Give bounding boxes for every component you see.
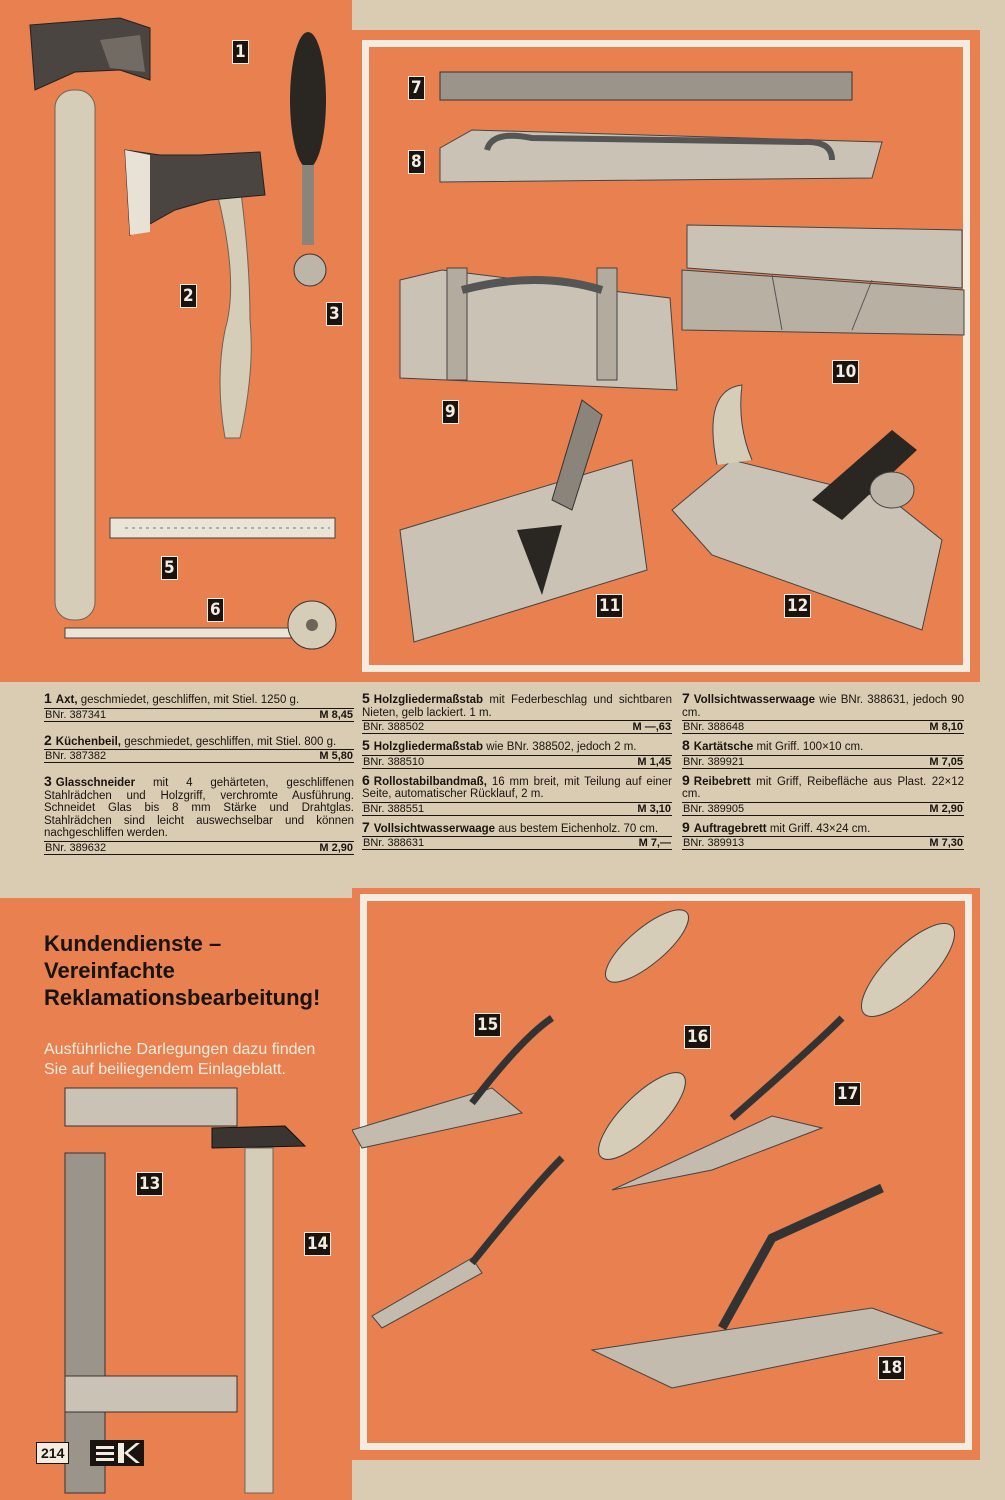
item-number: 5 — [362, 737, 370, 753]
item-description: aus bestem Eichenholz. 70 cm. — [498, 822, 659, 835]
item-badge-15: 15 — [474, 1013, 501, 1037]
listing-item — [362, 692, 672, 734]
tape-measure-image — [65, 601, 336, 649]
logo-mark-icon — [90, 1440, 144, 1466]
listing-item — [362, 771, 673, 816]
listing-column-2 — [362, 692, 672, 855]
listing-item — [362, 739, 672, 769]
service-text: Ausführliche Darlegungen dazu finden Sie auf beiliegendem Einlageblatt. — [44, 1041, 316, 1078]
miter-box-image — [682, 225, 964, 335]
price: M 5,80 — [319, 750, 353, 762]
item-description: mit 4 gehärteten, geschliffenen Stahlrädchen und Holzgriff, verchromte Ausführung. Schneidet Glas bis 8 mm Stärke und Drahtglas. Stahlrädchen sind leicht auswechselbar und können nachgeschliffen werden. — [44, 777, 354, 839]
price: M 2,90 — [929, 802, 963, 815]
item-name: Axt, — [55, 694, 78, 706]
order-number: BNr. 387341 — [45, 708, 107, 721]
listing-item — [44, 731, 354, 764]
panel-trowels — [352, 888, 980, 1460]
spirit-level-image — [440, 72, 852, 100]
float-board-image — [400, 268, 677, 390]
price: M 1,45 — [637, 755, 671, 768]
item-name: Vollsichtwasserwaage — [373, 822, 496, 835]
listing-item — [682, 739, 964, 769]
item-badge-1: 1 — [232, 40, 249, 64]
item-badge-7: 7 — [408, 76, 425, 100]
item-number: 9 — [682, 771, 690, 788]
item-name: Küchenbeil, — [55, 735, 121, 748]
listing-item — [44, 692, 354, 722]
order-number: BNr. 389632 — [45, 841, 107, 854]
item-badge-6: 6 — [207, 598, 224, 622]
listing-column-3 — [682, 692, 964, 855]
item-number: 7 — [682, 690, 690, 706]
page-number: 214 — [36, 1442, 69, 1464]
item-badge-8: 8 — [408, 150, 425, 174]
item-badge-12: 12 — [784, 594, 811, 618]
item-badge-11: 11 — [596, 594, 623, 618]
listing-item — [682, 818, 964, 851]
item-name: Glasschneider — [55, 777, 136, 789]
price: M 8,10 — [929, 721, 963, 733]
item-badge-10: 10 — [832, 360, 859, 384]
item-name: Rollostabilbandmaß, — [373, 775, 487, 788]
item-badge-18: 18 — [878, 1356, 905, 1380]
order-number: BNr. 388502 — [363, 721, 425, 733]
item-name: Auftragebrett — [693, 822, 767, 835]
listing-item — [682, 692, 964, 734]
item-badge-14: 14 — [304, 1232, 331, 1256]
order-number: BNr. 389921 — [683, 755, 745, 768]
item-badge-13: 13 — [136, 1172, 163, 1196]
item-number: 1 — [44, 690, 52, 706]
item-description: mit Griff. 100×10 cm. — [756, 741, 864, 753]
order-number: BNr. 387382 — [45, 750, 107, 762]
item-badge-2: 2 — [180, 284, 197, 308]
screed-board-image — [440, 130, 882, 182]
item-number: 8 — [682, 737, 690, 753]
price: M 7,30 — [929, 837, 963, 849]
order-number: BNr. 388510 — [363, 755, 425, 768]
panel-levels-planes — [352, 30, 980, 682]
item-description: mit Griff, Reibefläche aus Plast. 22×12 cm. — [682, 775, 964, 800]
item-description: mit Federbeschlag und sichtbaren Nieten, gelb lackiert. 1 m. — [362, 694, 672, 719]
order-number: BNr. 389913 — [683, 837, 745, 849]
item-description: wie BNr. 388502, jedoch 2 m. — [486, 741, 637, 753]
price: M 2,90 — [319, 841, 353, 854]
price: M 7,— — [638, 837, 671, 849]
item-name: Vollsichtwasserwaage — [693, 694, 816, 706]
item-badge-16: 16 — [684, 1025, 711, 1049]
item-name: Holzgliedermaßstab — [373, 694, 484, 706]
item-badge-3: 3 — [326, 302, 343, 326]
order-number: BNr. 389905 — [683, 802, 745, 815]
hammer-image — [212, 1126, 305, 1493]
item-number: 6 — [362, 771, 370, 788]
glass-cutter-image — [290, 32, 326, 286]
price: M 7,05 — [929, 755, 963, 768]
listing-item — [44, 775, 354, 855]
item-number: 7 — [362, 818, 370, 835]
item-badge-9: 9 — [442, 400, 459, 424]
service-title: Kundendienste – Vereinfachte Reklamationsbearbeitung! — [44, 931, 321, 1010]
price: M —,63 — [632, 721, 671, 733]
planes-illustration — [352, 30, 980, 682]
folding-ruler-image — [110, 518, 335, 538]
panel-axes — [0, 0, 352, 682]
item-name: Reibebrett — [693, 775, 751, 788]
listing-item — [362, 818, 672, 851]
item-number: 3 — [44, 773, 52, 789]
item-description: geschmiedet, geschliffen, mit Stiel. 1250 g. — [80, 694, 300, 706]
price: M 8,45 — [319, 708, 353, 721]
item-description: wie BNr. 388631, jedoch 90 cm. — [682, 694, 964, 719]
item-description: geschmiedet, geschliffen, mit Stiel. 800 g. — [124, 735, 337, 748]
item-badge-5: 5 — [161, 556, 178, 580]
listing-item — [682, 771, 964, 816]
item-number: 2 — [44, 731, 52, 748]
order-number: BNr. 388648 — [683, 721, 745, 733]
publisher-logo — [90, 1440, 144, 1466]
item-number: 9 — [682, 818, 690, 835]
try-square-image — [65, 1088, 237, 1493]
item-name: Holzgliedermaßstab — [373, 741, 484, 753]
item-number: 5 — [362, 690, 370, 706]
item-badge-17: 17 — [834, 1082, 861, 1106]
listing-column-1 — [44, 692, 354, 860]
item-name: Kartätsche — [693, 741, 754, 753]
order-number: BNr. 388551 — [363, 802, 425, 815]
price: M 3,10 — [637, 802, 671, 815]
pointing-trowel-image — [372, 1061, 697, 1328]
item-description: 16 mm breit, mit Teilung auf einer Seite, automatischer Rücklauf, 2 m. — [362, 775, 673, 800]
item-description: mit Griff. 43×24 cm. — [769, 822, 871, 835]
order-number: BNr. 388631 — [363, 837, 425, 849]
